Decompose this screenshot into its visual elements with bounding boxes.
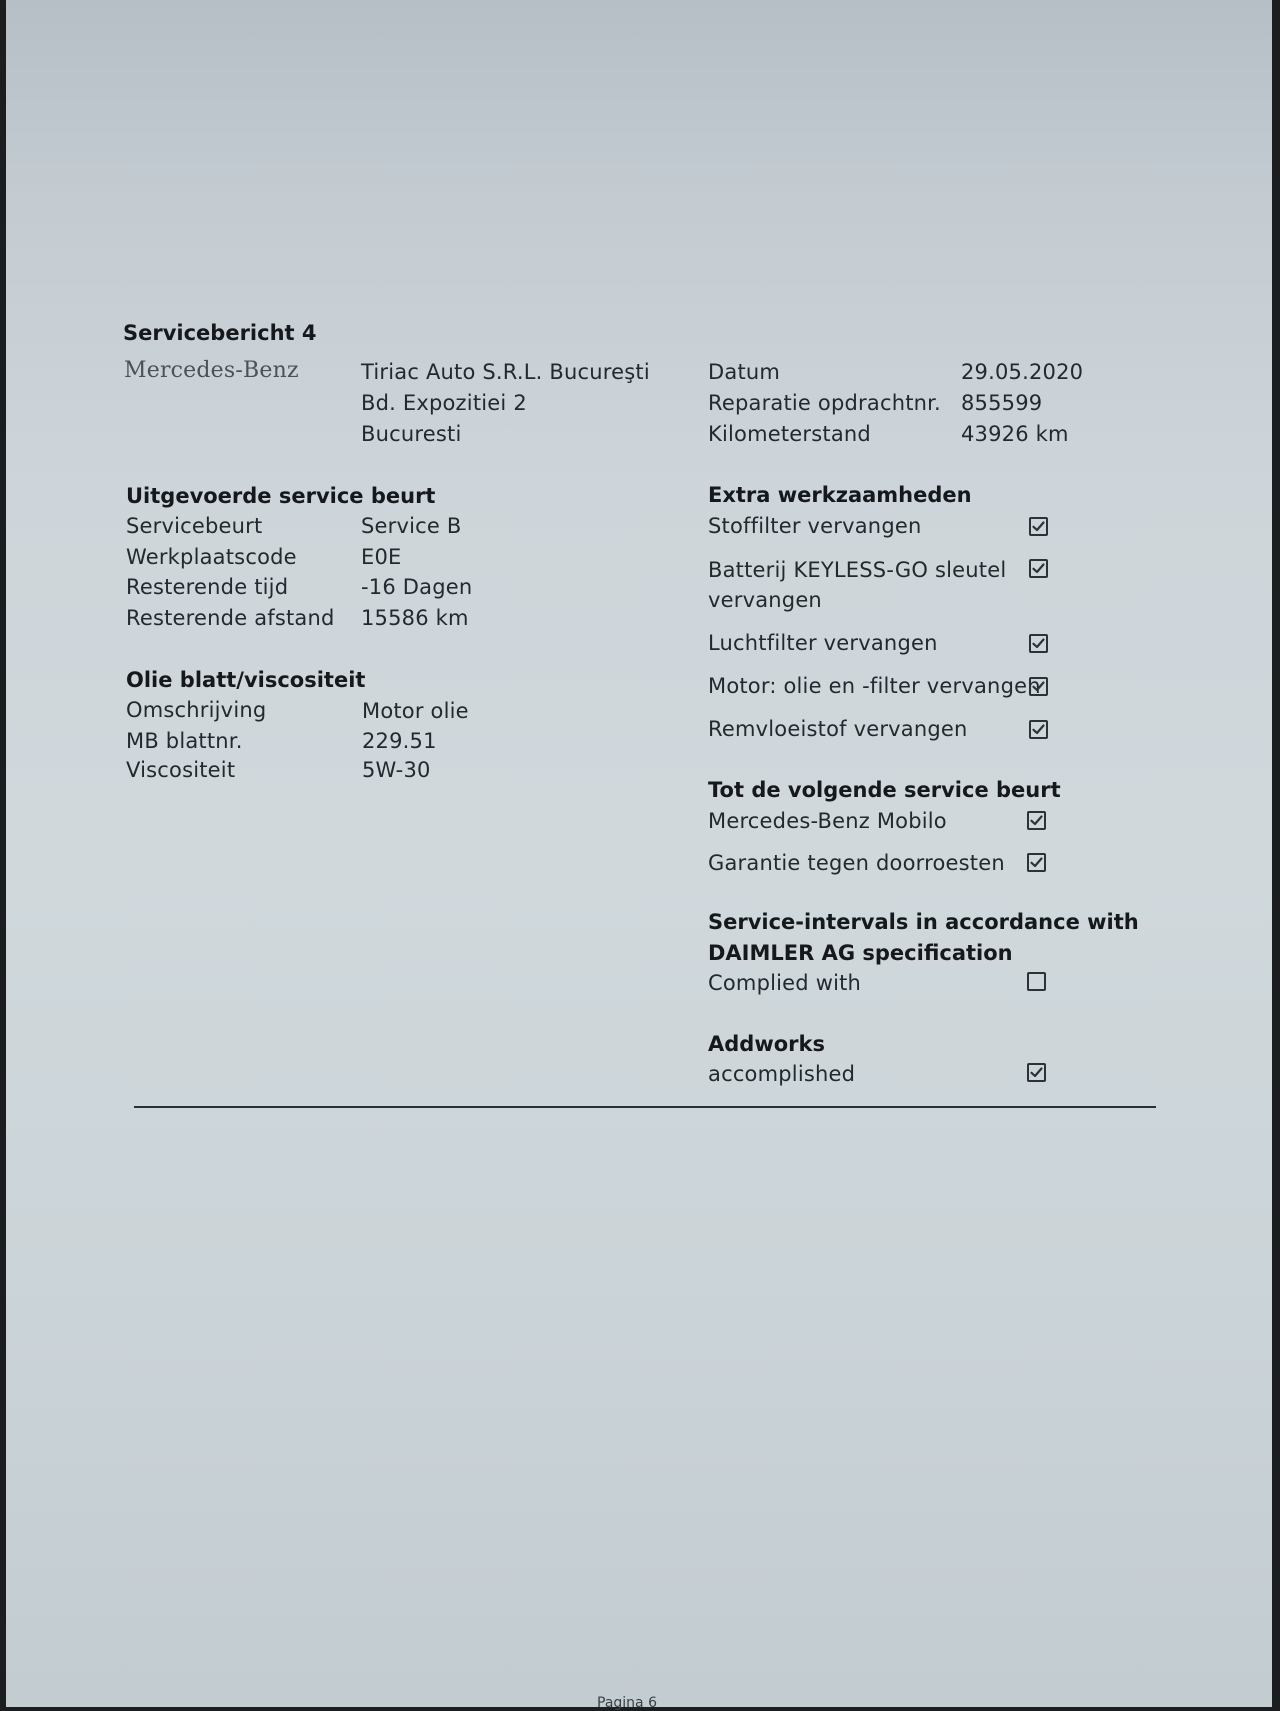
oil-row-value: Motor olie (362, 699, 469, 723)
checkmark-icon (1031, 722, 1046, 737)
checkbox-stoffilter[interactable] (1029, 517, 1048, 536)
brand-logo: Mercedes-Benz (124, 358, 299, 383)
meta-date-label: Datum (708, 360, 781, 384)
checkbox-mobilo[interactable] (1027, 811, 1046, 830)
service-row-label: Resterende tijd (126, 575, 289, 599)
checkbox-doorroesten[interactable] (1027, 853, 1046, 872)
meta-km-value: 43926 km (961, 422, 1069, 446)
meta-order-value: 855599 (961, 391, 1043, 415)
addworks-heading: Addworks (708, 1032, 825, 1056)
oil-row-label: Viscositeit (126, 758, 236, 782)
extra-heading: Extra werkzaamheden (708, 483, 972, 507)
addworks-item-label: accomplished (708, 1062, 856, 1086)
checkbox-complied-with[interactable] (1027, 972, 1046, 991)
extra-item-label: Luchtfilter vervangen (708, 631, 938, 655)
checkmark-icon (1031, 636, 1046, 651)
checkmark-icon (1029, 855, 1044, 870)
checkbox-remvloeistof[interactable] (1029, 720, 1048, 739)
service-row-label: Werkplaatscode (126, 545, 297, 569)
dealer-city: Bucuresti (361, 422, 462, 446)
service-row-label: Resterende afstand (126, 606, 335, 630)
service-row-value: E0E (361, 545, 402, 569)
oil-row-value: 229.51 (362, 729, 437, 753)
meta-km-label: Kilometerstand (708, 422, 871, 446)
dealer-name: Tiriac Auto S.R.L. Bucureşti (361, 360, 650, 384)
next-item-label: Garantie tegen doorroesten (708, 851, 1005, 875)
service-heading: Uitgevoerde service beurt (126, 484, 436, 508)
extra-item-label: Remvloeistof vervangen (708, 717, 968, 741)
service-row-value: Service B (361, 514, 462, 538)
service-report-page (6, 0, 1272, 1711)
service-row-label: Servicebeurt (126, 514, 263, 538)
checkbox-luchtfilter[interactable] (1029, 634, 1048, 653)
extra-item-label: Stoffilter vervangen (708, 514, 922, 538)
service-row-value: 15586 km (361, 606, 469, 630)
next-heading: Tot de volgende service beurt (708, 778, 1061, 802)
page-number: Pagina 6 (597, 1695, 657, 1711)
extra-item-label: Batterij KEYLESS-GO sleutel vervangen (708, 558, 1007, 612)
checkbox-oil-filter[interactable] (1029, 677, 1048, 696)
checkbox-keyless-go[interactable] (1029, 559, 1048, 578)
checkmark-icon (1029, 1065, 1044, 1080)
checkbox-accomplished[interactable] (1027, 1063, 1046, 1082)
dealer-street: Bd. Expozitiei 2 (361, 391, 527, 415)
service-row-value: -16 Dagen (361, 575, 473, 599)
next-item-label: Mercedes-Benz Mobilo (708, 809, 947, 833)
intervals-heading-line1: Service-intervals in accordance with (708, 910, 1139, 934)
meta-date-value: 29.05.2020 (961, 360, 1084, 384)
checkmark-icon (1031, 679, 1046, 694)
intervals-item-label: Complied with (708, 971, 862, 995)
intervals-heading-line2: DAIMLER AG specification (708, 941, 1013, 965)
horizontal-divider (134, 1106, 1156, 1108)
oil-row-label: Omschrijving (126, 698, 267, 722)
page-title: Servicebericht 4 (123, 321, 317, 345)
meta-order-label: Reparatie opdrachtnr. (708, 391, 941, 415)
checkmark-icon (1031, 561, 1046, 576)
oil-heading: Olie blatt/viscositeit (126, 668, 366, 692)
oil-row-label: MB blattnr. (126, 729, 243, 753)
checkmark-icon (1029, 813, 1044, 828)
checkmark-icon (1031, 519, 1046, 534)
oil-row-value: 5W-30 (362, 758, 431, 782)
extra-item-label: Motor: olie en -filter vervangen (708, 674, 1041, 698)
